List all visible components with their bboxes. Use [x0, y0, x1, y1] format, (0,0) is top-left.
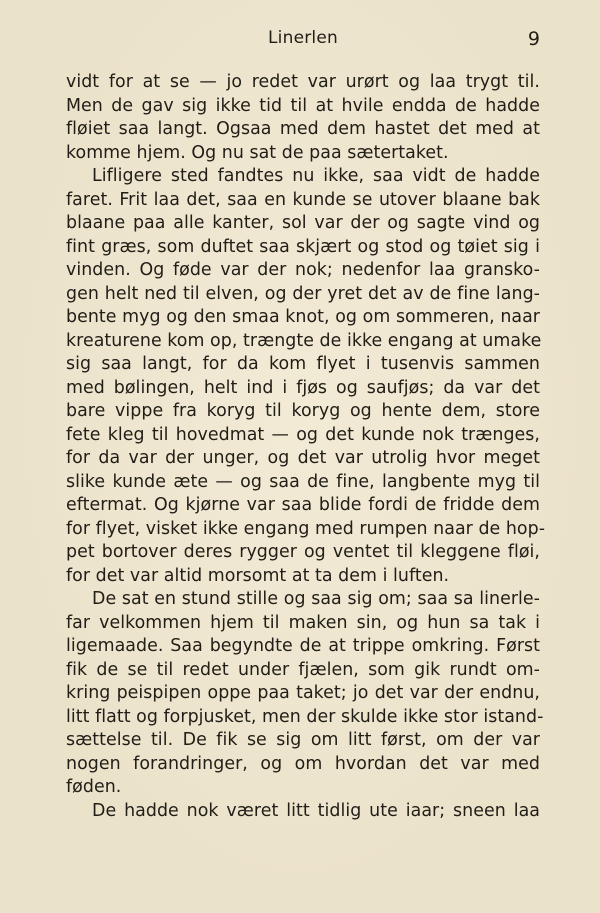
text-line: fløiet saa langt. Ogsaa med dem hastet det med at	[66, 119, 540, 139]
text-line: Men de gav sig ikke tid til at hvile endda de hadde	[66, 95, 540, 116]
text-line: for det var altid morsomt at ta dem i luften.	[66, 565, 450, 586]
text-line: bente myg og den smaa knot, og om sommeren, naar	[66, 307, 540, 327]
text-line: vinden. Og føde var der nok; nedenfor laa gransko-	[66, 260, 540, 280]
text-line: fik de se til redet under fjælen, som gik rundt om-	[66, 659, 540, 680]
text-line: far velkommen hjem til maken sin, og hun sa tak i	[66, 612, 540, 633]
text-line: føden.	[66, 777, 122, 797]
text-line: for flyet, visket ikke engang med rumpen naar de hop-	[66, 518, 546, 539]
text-line: vidt for at se — jo redet var urørt og laa trygt til.	[66, 72, 540, 92]
text-line: De sat en stund stille og saa sig om; saa sa linerle-	[92, 589, 540, 609]
text-line: sig saa langt, for da kom flyet i tusenvis sammen	[66, 354, 540, 374]
text-line: med bølingen, helt ind i fjøs og saufjøs; da var det	[66, 377, 540, 398]
paragraph	[66, 800, 540, 824]
text-line: litt flatt og forpjusket, men der skulde ikke stor istand-	[66, 706, 544, 727]
paragraph	[66, 588, 544, 800]
text-line: faret. Frit laa det, saa en kunde se utover blaane bak	[66, 189, 540, 210]
text-line: pet bortover deres rygger og ventet til kleggene fløi,	[66, 542, 540, 562]
text-line: kring peispipen oppe paa taket; jo det var der endnu,	[66, 683, 540, 703]
text-line: komme hjem. Og nu sat de paa sætertaket.	[66, 142, 449, 163]
running-title: Linerlen	[268, 28, 338, 48]
text-line: fete kleg til hovedmat — og det kunde nok trænges,	[66, 424, 540, 445]
text-line: blaane paa alle kanter, sol var der og sagte vind og	[66, 213, 540, 233]
text-line: for da var der unger, og det var utrolig hvor meget	[66, 448, 540, 468]
text-line: fint græs, som duftet saa skjært og stod og tøiet sig i	[66, 236, 540, 257]
text-line: eftermat. Og kjørne var saa blide fordi de fridde dem	[66, 495, 540, 515]
text-line: Lifligere sted fandtes nu ikke, saa vidt de hadde	[92, 166, 540, 186]
text-line: gen helt ned til elven, og der yret det av de fine lang-	[66, 283, 540, 304]
text-line: kreaturene kom op, trængte de ikke engang at umake	[66, 330, 542, 351]
text-line: De hadde nok været litt tidlig ute iaar; sneen laa	[92, 800, 540, 821]
page-header	[66, 28, 540, 54]
text-line: bare vippe fra koryg til koryg og hente dem, store	[66, 401, 540, 421]
text-line: sættelse til. De fik se sig om litt først, om der var	[66, 730, 540, 750]
paragraph	[66, 71, 540, 165]
text-line: nogen forandringer, og om hvordan det var med	[66, 753, 540, 774]
body-text	[66, 71, 546, 823]
page-number: 9	[527, 28, 540, 50]
text-line: slike kunde æte — og saa de fine, langbente myg til	[66, 471, 540, 492]
text-line: ligemaade. Saa begyndte de at trippe omkring. Først	[66, 636, 540, 656]
paragraph	[66, 165, 546, 588]
